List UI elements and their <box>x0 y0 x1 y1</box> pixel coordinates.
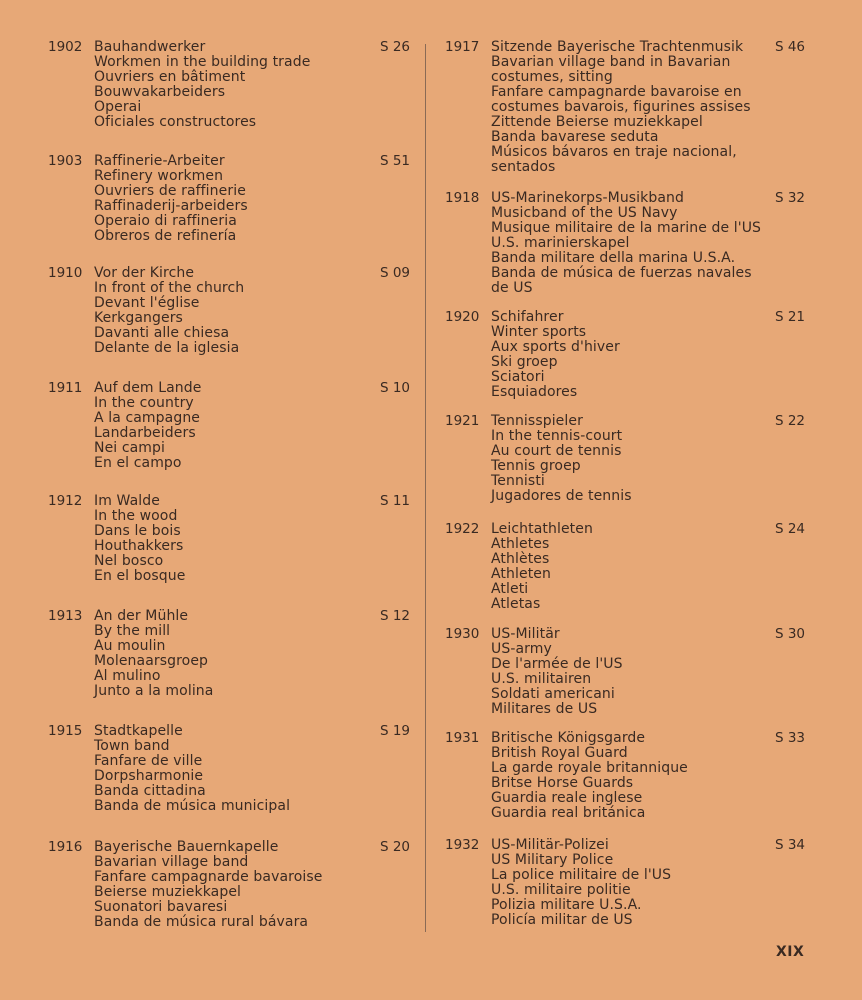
entry-code: S 33 <box>774 730 805 746</box>
entry-title-line: Im Walde <box>94 493 160 509</box>
entry-title-line: Molenaarsgroep <box>94 653 209 669</box>
entry-title-line: Stadtkapelle <box>94 723 183 739</box>
entry-title-line: Raffinaderij-arbeiders <box>94 198 248 214</box>
entry-title-line: costumes bavarois, figurines assises <box>491 99 751 115</box>
entry-title-line: Esquiadores <box>491 384 578 400</box>
entry-title-line: Tennisspieler <box>491 413 583 429</box>
entry-code: S 30 <box>774 626 805 642</box>
entry-title-line: Policía militar de US <box>491 912 633 928</box>
entry-code: S 20 <box>379 839 410 855</box>
entry-titles <box>491 627 623 717</box>
entry-title-line: Banda bavarese seduta <box>491 129 659 145</box>
entry-title-line: Militares de US <box>491 701 598 717</box>
entry-title-line: US-Militär-Polizei <box>491 837 609 853</box>
entry-title-line: Sciatori <box>491 369 545 385</box>
entry-title-line: Zittende Beierse muziekkapel <box>491 114 703 130</box>
entry-title-line: US-Marinekorps-Musikband <box>491 190 685 206</box>
entry-title-line: US-army <box>491 641 552 657</box>
entry-title-line: sentados <box>491 159 556 175</box>
entry-title-line: Al mulino <box>94 668 161 684</box>
entry-code: S 09 <box>379 265 410 281</box>
entry-year: 1902 <box>48 39 83 55</box>
entry-title-line: Devant l'église <box>94 295 200 311</box>
entry-title-line: Dans le bois <box>94 523 181 539</box>
entry-title-line: Schifahrer <box>491 309 564 325</box>
entry-code: S 26 <box>379 39 410 55</box>
entry-title-line: An der Mühle <box>94 608 189 624</box>
entry-code: S 10 <box>379 380 410 396</box>
entry-titles <box>491 310 620 400</box>
entry-titles <box>94 381 201 471</box>
entry-title-line: A la campagne <box>94 410 200 426</box>
entry-title-line: Aux sports d'hiver <box>491 339 620 355</box>
entry-year: 1922 <box>445 521 480 537</box>
entry-title-line: Atleti <box>491 581 529 597</box>
entry-title-line: Obreros de refinería <box>94 228 237 244</box>
entry-title-line: Operaio di raffineria <box>94 213 237 229</box>
entry-title-line: Ski groep <box>491 354 558 370</box>
entry-title-line: De l'armée de l'US <box>491 656 623 672</box>
entry-title-line: Fanfare campagnarde bavaroise <box>94 869 323 885</box>
entry-title-line: Vor der Kirche <box>94 265 195 281</box>
entry-title-line: Banda cittadina <box>94 783 206 799</box>
entry-code: S 22 <box>774 413 805 429</box>
entry-titles <box>94 154 248 244</box>
entry-titles <box>491 731 688 821</box>
entry-title-line: Nel bosco <box>94 553 164 569</box>
entry-title-line: La garde royale britannique <box>491 760 688 776</box>
entry-year: 1910 <box>48 265 83 281</box>
entry-title-line: U.S. marinierskapel <box>491 235 630 251</box>
entry-title-line: Town band <box>94 738 170 754</box>
entry-title-line: In the wood <box>94 508 178 524</box>
entry-title-line: Bouwvakarbeiders <box>94 84 226 100</box>
entry-titles <box>94 40 310 130</box>
entry-title-line: Ouvriers en bâtiment <box>94 69 246 85</box>
entry-code: S 46 <box>774 39 805 55</box>
entry-titles <box>94 840 322 930</box>
entry-title-line: costumes, sitting <box>491 69 613 85</box>
entry-title-line: Fanfare campagnarde bavaroise en <box>491 84 742 100</box>
entry-title-line: Bayerische Bauernkapelle <box>94 839 279 855</box>
entry-code: S 19 <box>379 723 410 739</box>
entry-year: 1913 <box>48 608 83 624</box>
entry-year: 1916 <box>48 839 83 855</box>
entry-title-line: In the country <box>94 395 194 411</box>
entry-title-line: British Royal Guard <box>491 745 628 761</box>
entry-title-line: Oficiales constructores <box>94 114 257 130</box>
entry-titles <box>491 838 671 928</box>
entry-year: 1930 <box>445 626 480 642</box>
entry-year: 1903 <box>48 153 83 169</box>
entry-title-line: Musique militaire de la marine de l'US <box>491 220 762 236</box>
entry-title-line: In the tennis-court <box>491 428 623 444</box>
entry-title-line: Jugadores de tennis <box>491 488 632 504</box>
page-number: XIX <box>776 944 805 960</box>
entry-title-line: Suonatori bavaresi <box>94 899 228 915</box>
entry-title-line: Tennisti <box>491 473 545 489</box>
entry-title-line: Winter sports <box>491 324 587 340</box>
entry-title-line: In front of the church <box>94 280 245 296</box>
entry-title-line: Landarbeiders <box>94 425 196 441</box>
entry-title-line: Au court de tennis <box>491 443 622 459</box>
entry-title-line: Bavarian village band <box>94 854 249 870</box>
entry-title-line: Kerkgangers <box>94 310 183 326</box>
entry-title-line: Raffinerie-Arbeiter <box>94 153 225 169</box>
entry-title-line: Musicband of the US Navy <box>491 205 678 221</box>
entry-titles <box>94 266 244 356</box>
entry-year: 1920 <box>445 309 480 325</box>
entry-year: 1915 <box>48 723 83 739</box>
entry-title-line: Polizia militare U.S.A. <box>491 897 642 913</box>
entry-title-line: En el bosque <box>94 568 186 584</box>
entry-titles <box>491 522 593 612</box>
entry-title-line: Banda militare della marina U.S.A. <box>491 250 736 266</box>
entry-title-line: Banda de música de fuerzas navales <box>491 265 752 281</box>
entry-year: 1921 <box>445 413 480 429</box>
entry-code: S 24 <box>774 521 805 537</box>
entry-code: S 21 <box>774 309 805 325</box>
entry-title-line: Sitzende Bayerische Trachtenmusik <box>491 39 744 55</box>
entry-title-line: Tennis groep <box>491 458 581 474</box>
entry-title-line: Operai <box>94 99 142 115</box>
entry-title-line: Auf dem Lande <box>94 380 202 396</box>
entry-titles <box>94 609 213 699</box>
entry-code: S 34 <box>774 837 805 853</box>
entry-titles <box>491 40 751 175</box>
entry-title-line: US-Militär <box>491 626 560 642</box>
entry-title-line: Guardia real británica <box>491 805 646 821</box>
entry-title-line: Athletes <box>491 536 550 552</box>
entry-code: S 51 <box>379 153 410 169</box>
entry-title-line: Delante de la iglesia <box>94 340 240 356</box>
entry-title-line: Atletas <box>491 596 541 612</box>
entry-titles <box>491 414 632 504</box>
entry-titles <box>94 724 290 814</box>
entry-year: 1912 <box>48 493 83 509</box>
entry-titles <box>94 494 185 584</box>
entry-title-line: Banda de música rural bávara <box>94 914 309 930</box>
entry-title-line: Britse Horse Guards <box>491 775 634 791</box>
entry-year: 1931 <box>445 730 480 746</box>
entry-year: 1918 <box>445 190 480 206</box>
entry-title-line: By the mill <box>94 623 171 639</box>
entry-title-line: Soldati americani <box>491 686 615 702</box>
entry-title-line: Bauhandwerker <box>94 39 206 55</box>
entry-title-line: Athleten <box>491 566 551 582</box>
entry-title-line: Workmen in the building trade <box>94 54 311 70</box>
entry-title-line: Junto a la molina <box>94 683 214 699</box>
entry-title-line: Músicos bávaros en traje nacional, <box>491 144 737 160</box>
entry-title-line: US Military Police <box>491 852 614 868</box>
entry-year: 1911 <box>48 380 83 396</box>
entry-title-line: de US <box>491 280 533 296</box>
entry-title-line: Ouvriers de raffinerie <box>94 183 246 199</box>
entry-title-line: Davanti alle chiesa <box>94 325 230 341</box>
entry-code: S 32 <box>774 190 805 206</box>
entry-year: 1932 <box>445 837 480 853</box>
entry-year: 1917 <box>445 39 480 55</box>
entry-title-line: Houthakkers <box>94 538 184 554</box>
entry-title-line: Leichtathleten <box>491 521 593 537</box>
entry-title-line: Refinery workmen <box>94 168 224 184</box>
entry-title-line: U.S. militaire politie <box>491 882 631 898</box>
entry-title-line: En el campo <box>94 455 182 471</box>
entry-title-line: Britische Königsgarde <box>491 730 646 746</box>
entry-title-line: Au moulin <box>94 638 166 654</box>
entry-title-line: Banda de música municipal <box>94 798 291 814</box>
entry-code: S 11 <box>379 493 410 509</box>
entry-title-line: Beierse muziekkapel <box>94 884 242 900</box>
entry-title-line: Fanfare de ville <box>94 753 203 769</box>
entry-title-line: Dorpsharmonie <box>94 768 204 784</box>
entry-titles <box>491 191 761 296</box>
column-divider <box>425 44 426 932</box>
entry-title-line: Athlètes <box>491 551 550 567</box>
entry-title-line: Nei campi <box>94 440 166 456</box>
entry-title-line: Guardia reale inglese <box>491 790 643 806</box>
entry-code: S 12 <box>379 608 410 624</box>
entry-title-line: Bavarian village band in Bavarian <box>491 54 731 70</box>
entry-title-line: La police militaire de l'US <box>491 867 672 883</box>
entry-title-line: U.S. militairen <box>491 671 592 687</box>
